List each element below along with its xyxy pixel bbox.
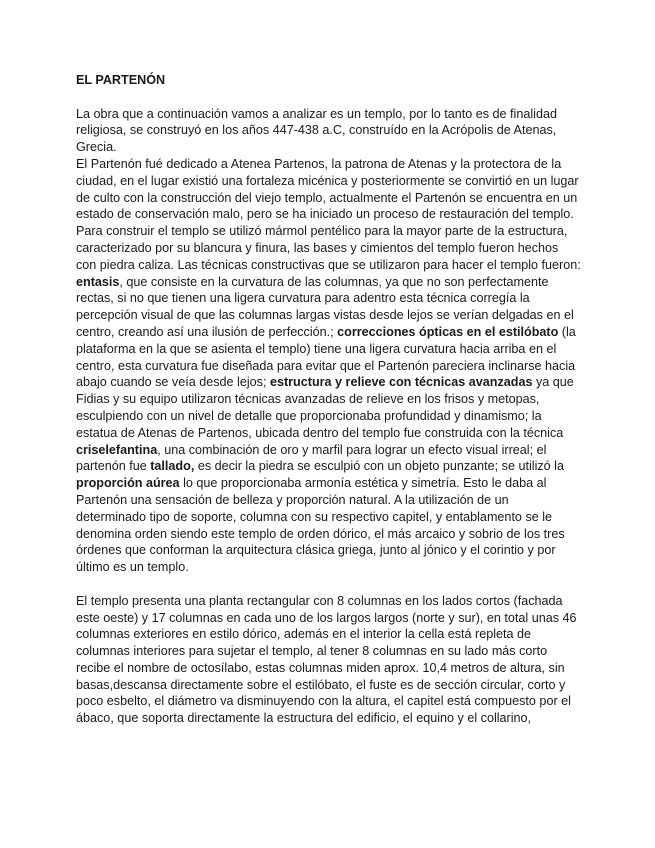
document-title: EL PARTENÓN [76,73,166,87]
text-run: El Partenón fué dedicado a Atenea Partenos, la patrona de Atenas y la protectora de la ciudad, en el lugar existió una fortaleza micénica y posteriormente se convirtió en un lugar de culto con la construcción del viejo templo, actualmente el Partenón se encuentra en un estado de conservación malo, pero se ha iniciado un proceso de restauración del templo. [76,156,579,222]
paragraph-4 [76,593,582,727]
bold-term: criselefantina [76,442,158,457]
text-run: ya que Fidias y su equipo utilizaron técnicas avanzadas de relieve en los frisos y metopas, esculpiendo con un nivel de detalle que proporcionaba profundidad y dinamismo; la estatua de Atenas de Partenos, ubicada dentro del templo fue construida con la técnica [76,375,574,440]
paragraph-2 [76,156,582,223]
bold-term: correcciones ópticas en el estilóbato [337,324,559,339]
text-run: , una combinación de oro y marfil para lograr un efecto visual irreal; el partenón fue [76,442,547,474]
paragraph-1 [76,106,582,156]
text-run: El templo presenta una planta rectangular con 8 columnas en los lados cortos (fachada este oeste) y 17 columnas en cada uno de los largos largos (norte y sur), en total unas 46 columnas exteriores en estilo dórico, además en el interior la cella está repleta de columnas interiores para sujetar el templo, al tener 8 columnas en su lado más corto recibe el nombre de octosílabo, estas columnas miden aprox. 10,4 metros de altura, sin basas,descansa directamente sobre el estilóbato, el fuste es de sección circular, corto y poco esbelto, el diámetro va disminuyendo con la altura, el capitel está compuesto por el ábaco, que soporta directamente la estructura del edificio, el equino y el collarino, [76,593,577,726]
bold-term: estructura y relieve con técnicas avanzadas [269,375,533,390]
paragraph-3 [76,223,582,576]
document-page [76,72,582,727]
text-run: es decir la piedra se esculpió con un objeto punzante; se utilizó la [194,459,564,474]
text-run: La obra que a continuación vamos a analizar es un templo, por lo tanto es de finalidad religiosa, se construyó en los años 447-438 a.C, construído en la Acrópolis de Atenas, Grecia. [76,106,557,155]
text-run: Para construir el templo se utilizó mármol pentélico para la mayor parte de la estructura, caracterizado por su blancura y finura, las bases y cimientos del templo fueron hechos con piedra caliza. Las técnicas constructivas que se utilizaron para hacer el templo fueron: [76,224,581,272]
bold-term: entasis [76,274,120,289]
bold-term: proporción aúrea [76,476,180,491]
text-run: , que consiste en la curvatura de las columnas, ya que no son perfectamente rectas, si no que tienen una ligera curvatura para adentro esta técnica corregía la percepción visual de que las columnas largas vistas desde lejos se verían delgadas en el centro, creando así una ilusión de perfección.; [76,274,574,339]
text-run: lo que proporcionaba armonía estética y simetría. Esto le daba al Partenón una sensación de belleza y proporción natural. A la utilización de un determinado tipo de soporte, columna con su respectivo capitel, y entablamento se le denomina orden siendo este templo de orden dórico, el más arcaico y sobrio de los tres órdenes que conforman la arquitectura clásica griega, junto al jónico y el corintio y por último es un templo. [76,476,565,575]
bold-term: tallado, [150,459,195,474]
text-run: (la plataforma en la que se asienta el templo) tiene una ligera curvatura hacia arriba en el centro, esta curvatura fue diseñada para evitar que el Partenón pareciera inclinarse hacia abajo cuando se veía desde lejos; [76,324,576,390]
